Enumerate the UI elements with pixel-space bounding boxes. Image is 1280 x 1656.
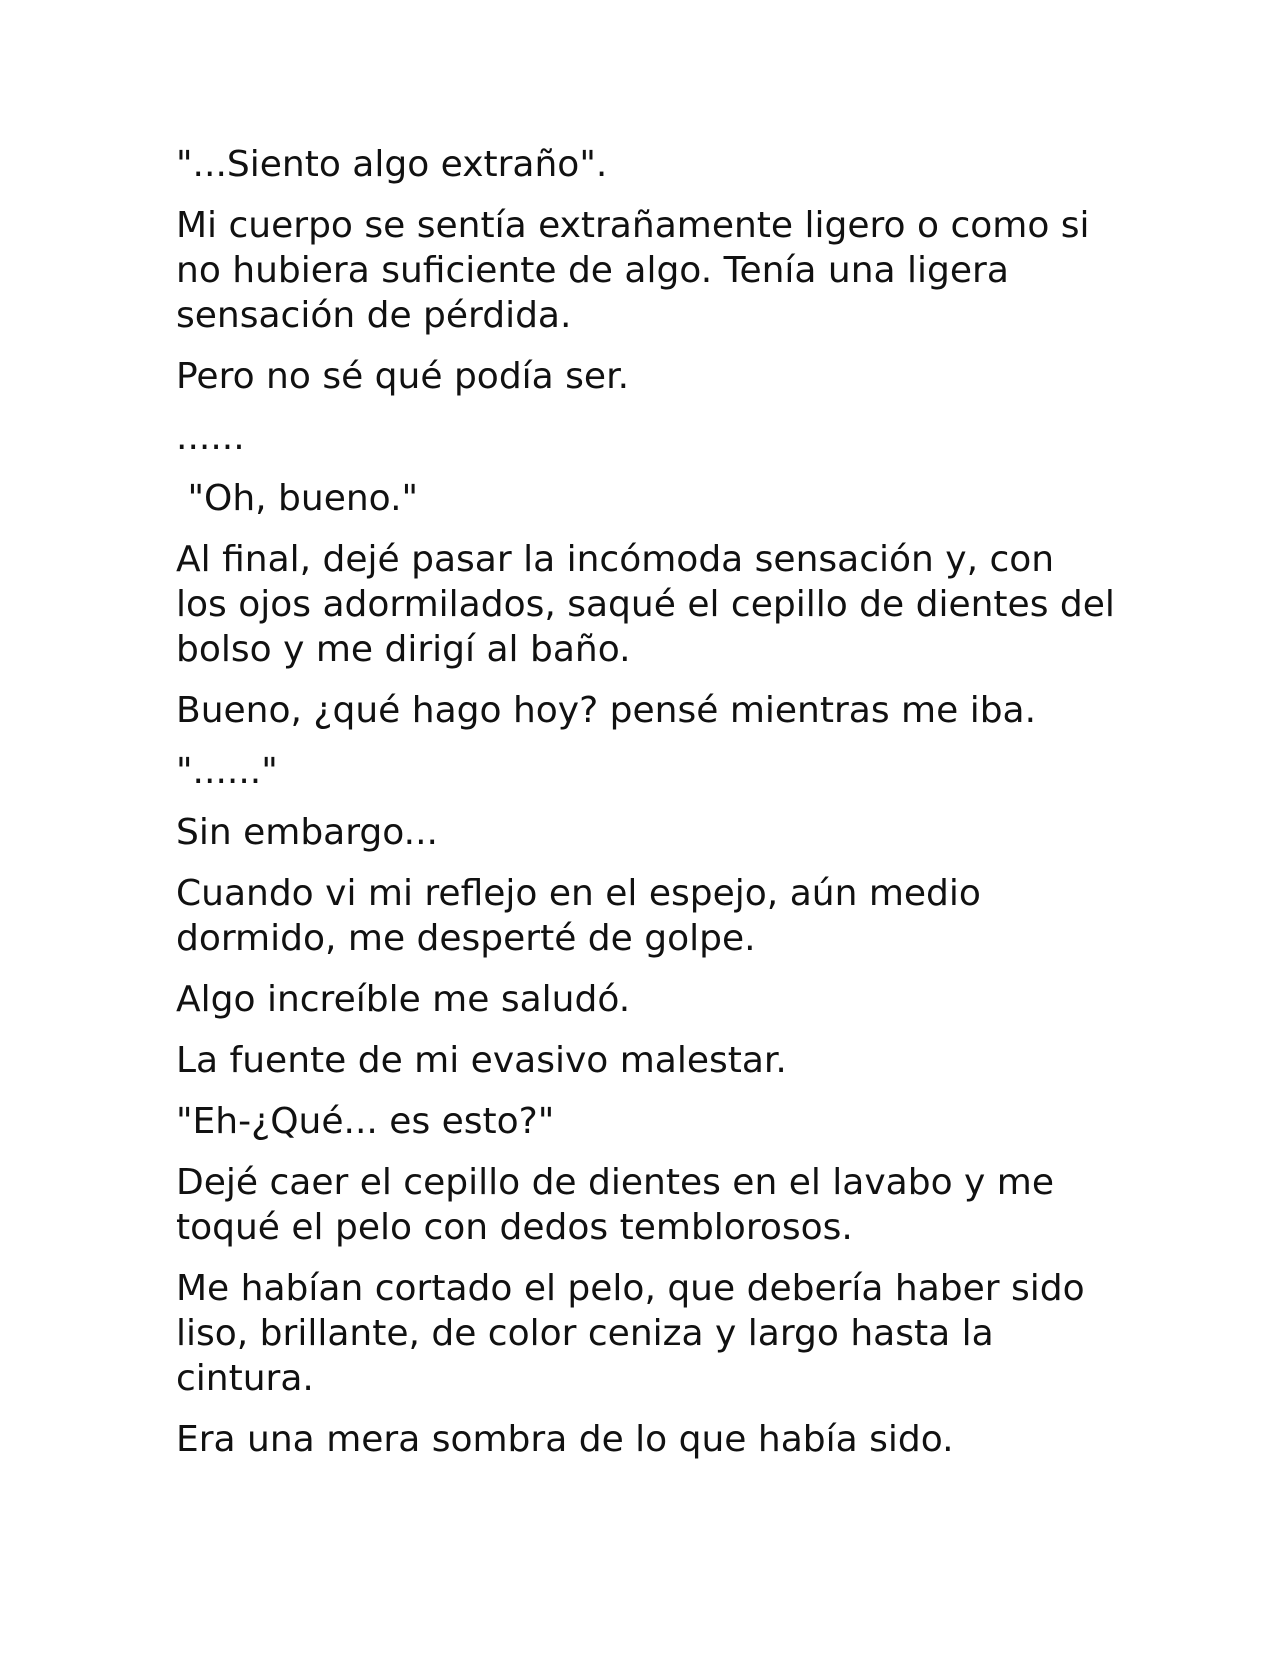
paragraph: "...Siento algo extraño". bbox=[176, 144, 608, 185]
paragraph: Dejé caer el cepillo de dientes en el lavabo y me toqué el pelo con dedos temblorosos. bbox=[176, 1162, 1066, 1248]
paragraph: Pero no sé qué podía ser. bbox=[176, 356, 630, 397]
paragraph: La fuente de mi evasivo malestar. bbox=[176, 1040, 787, 1081]
paragraph: Sin embargo... bbox=[176, 812, 438, 853]
paragraph: "......" bbox=[176, 751, 278, 792]
paragraph: Al final, dejé pasar la incómoda sensación y, con los ojos adormilados, saqué el cepillo de dientes del bolso y me dirigí al baño. bbox=[176, 539, 1127, 670]
paragraph: Mi cuerpo se sentía extrañamente ligero o como si no hubiera suficiente de algo. Tenía una ligera sensación de pérdida. bbox=[176, 205, 1102, 336]
text-body bbox=[176, 142, 1127, 1478]
paragraph: Bueno, ¿qué hago hoy? pensé mientras me iba. bbox=[176, 690, 1037, 731]
paragraph: ...... bbox=[176, 417, 245, 458]
paragraph: Algo increíble me saludó. bbox=[176, 979, 631, 1020]
paragraph: Era una mera sombra de lo que había sido. bbox=[176, 1419, 954, 1460]
paragraph: "Oh, bueno." bbox=[176, 478, 419, 519]
paragraph: Cuando vi mi reflejo en el espejo, aún medio dormido, me desperté de golpe. bbox=[176, 873, 993, 959]
paragraph: Me habían cortado el pelo, que debería haber sido liso, brillante, de color ceniza y largo hasta la cintura. bbox=[176, 1268, 1097, 1399]
paragraph: "Eh-¿Qué... es esto?" bbox=[176, 1101, 555, 1142]
